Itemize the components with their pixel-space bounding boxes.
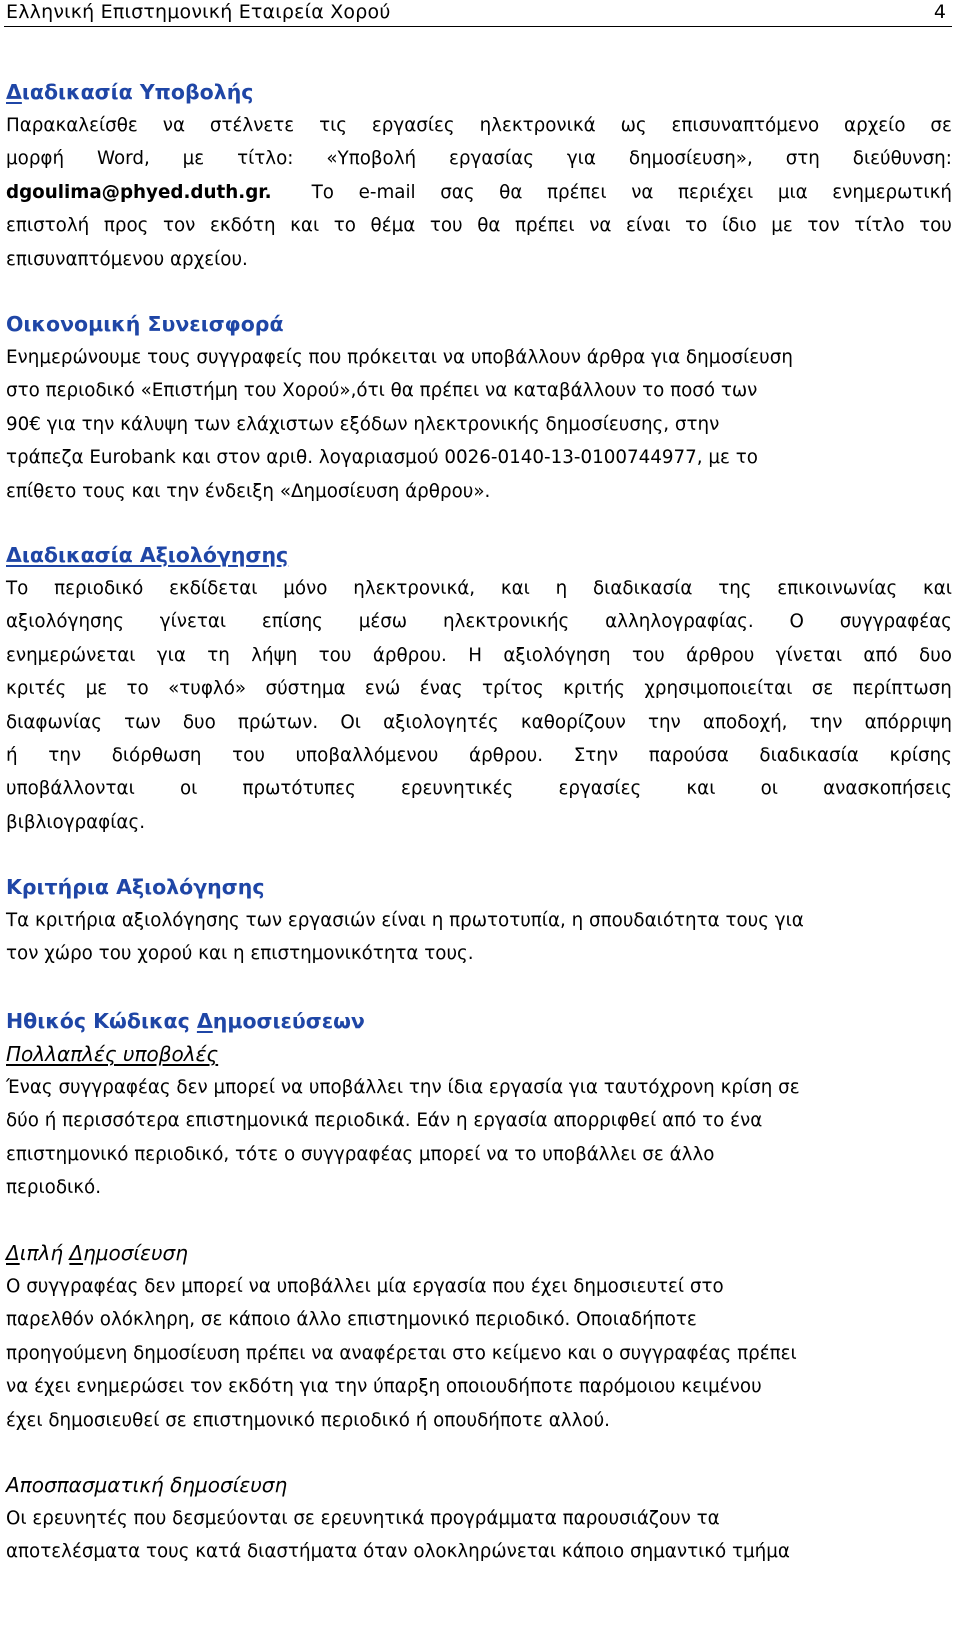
word: καθορίζουν [520,711,626,733]
word: της [718,578,752,599]
word: άρθρου [686,644,755,666]
word: επιστολή [6,215,90,237]
submission-line-2 [6,142,952,175]
word: πρωτότυπες [242,778,356,800]
word: η [555,578,568,599]
word: το [333,215,356,237]
word: δυο [182,711,216,733]
double-line-5: έχει δημοσιευθεί σε επιστημονικό περιοδικό ή οπουδήποτε αλλού. [6,1409,610,1431]
word: Οι [340,711,361,733]
word: στη [785,148,820,170]
word: δυο [919,644,952,666]
section-contribution [6,308,952,508]
word: τίτλο: [237,148,294,170]
section-double-publication [6,1237,952,1437]
submission-line-1 [6,109,952,142]
contribution-line-3: 90€ για την κάλυψη των ελάχιστων εξόδων ηλεκτρονικής δημοσίευσης, στην [6,413,720,435]
multiple-line-1: Ένας συγγραφέας δεν μπορεί να υποβάλλει την ίδια εργασία για ταυτόχρονη κρίση σε [6,1077,800,1098]
word: Word, [96,148,150,170]
word: σύστημα [265,678,346,700]
word: για [566,148,596,170]
word: αξιολόγηση [503,644,611,666]
word: ή [6,744,18,766]
fragmentary-line-2: αποτελέσματα τους κατά διαστήματα όταν ολοκληρώνεται κάποιο σημαντικό τμήμα [6,1541,790,1563]
word: ενημερώνεται [6,644,136,666]
word: για [156,644,186,666]
word: οι [179,778,198,800]
word: σε [930,115,952,136]
word: ίδιο [721,215,757,237]
word: επισυναπτόμενο [671,115,820,136]
word: μόνο [283,578,328,599]
word: και [500,578,530,599]
word: «τυφλό» [168,678,247,700]
word: τη [207,644,230,666]
word: υποβάλλονται [6,778,135,800]
word: τίτλο [854,215,905,237]
word: άρθρου. [372,644,447,666]
word: υποβαλλόμενου [295,744,439,766]
word: ένας [419,678,463,700]
heading-contribution: Οικονομική Συνεισφορά [6,312,284,336]
heading-submission: Διαδικασία Υποβολής [6,80,254,104]
double-line-1: Ο συγγραφέας δεν μπορεί να υποβάλλει μία εργασία που έχει δημοσιευτεί στο [6,1276,724,1297]
multiple-line-3: επιστημονικό περιοδικό, τότε ο συγγραφέας μπορεί να το υποβάλλει σε άλλο [6,1143,715,1165]
word: από [863,644,898,666]
word: κριτής [563,678,625,700]
word: παρούσα [648,744,729,766]
word: συγγραφέας [839,611,952,633]
word: γίνεται [775,644,843,666]
word: διαφωνίας [6,711,102,733]
word: γίνεται [159,611,227,633]
word: του [318,644,352,666]
word: ερευνητικές [400,778,514,800]
word: απόρριψη [864,711,952,733]
subheading-double-publication: Διπλή Δημοσίευση [6,1241,188,1265]
word: διόρθωση [111,744,202,766]
word: εργασίες [558,778,642,800]
word: χρησιμοποιείται [644,678,793,700]
criteria-line-2: τον χώρο του χορού και η επιστημονικότητα τους. [6,943,474,965]
word: του [429,215,463,237]
evaluation-line-7 [6,772,952,805]
contribution-line-4: τράπεζα Eurobank και στον αριθ. λογαριασμού 0026-0140-13-0100744977, με το [6,447,758,469]
subheading-fragmentary-publication: Αποσπασματική δημοσίευση [6,1473,288,1497]
word: ηλεκτρονικής [442,611,570,633]
word: με [182,148,205,170]
word: το [685,215,708,237]
word: εκδότη [209,215,276,237]
heading-evaluation: Διαδικασία Αξιολόγησης [6,543,289,567]
word: περιοδικό [54,578,144,599]
word: λήψη [251,644,298,666]
word: διαδικασία [759,744,859,766]
word: μορφή [6,148,65,170]
word: επικοινωνίας [777,578,898,599]
word: Η [468,644,482,666]
word: πρέπει [515,215,575,237]
word: εργασίας [449,148,534,170]
evaluation-line-3 [6,639,952,672]
word: με [85,678,108,700]
evaluation-line-6 [6,739,952,772]
word: την [48,744,82,766]
word: δημοσίευση», [628,148,753,170]
word: και [686,778,716,800]
word: κρίσης [889,744,952,766]
section-criteria [6,871,952,971]
contribution-line-2: στο περιοδικό «Επιστήμη του Χορού»,ότι θα πρέπει να καταβάλλουν το ποσό των [6,380,758,402]
word: εργασίες [371,115,455,136]
word: είναι [626,215,671,237]
submission-line-3 [6,176,952,209]
evaluation-line-1 [6,572,952,605]
word: διεύθυνση: [852,148,952,170]
double-line-3: προηγούμενη δημοσίευση πρέπει να αναφέρεται στο κείμενο και ο συγγραφέας πρέπει [6,1342,797,1364]
evaluation-line-8: βιβλιογραφίας. [6,811,146,833]
heading-criteria: Κριτήρια Αξιολόγησης [6,875,265,899]
word: σας [440,181,475,203]
word: περίπτωση [852,678,952,700]
page-number: 4 [933,1,946,23]
word: του [631,644,665,666]
word: του [232,744,265,766]
society-title: Ελληνική Επιστημονική Εταιρεία Χορού [6,1,391,23]
word: Το [6,578,29,599]
word: στέλνετε [209,115,295,136]
word: διαδικασία [592,578,693,599]
criteria-line-1: Τα κριτήρια αξιολόγησης των εργασιών είναι η πρωτοτυπία, η σπουδαιότητα τους για [6,910,804,931]
word: τον [162,215,196,237]
word: εκδίδεται [169,578,258,599]
word: άρθρου. [469,744,544,766]
heading-ethics: Ηθικός Κώδικας Δημοσιεύσεων [6,1009,365,1033]
evaluation-line-5 [6,706,952,739]
evaluation-line-2 [6,605,952,638]
word: «Υποβολή [326,148,417,170]
contribution-line-5: επίθετο τους και την ένδειξη «Δημοσίευση άρθρου». [6,480,491,502]
word: μια [777,181,808,203]
submission-line-5: επισυναπτόμενου αρχείου. [6,248,248,270]
word: πρέπει [547,181,607,203]
word: ενημερωτική [832,181,952,203]
word: αξιολόγησης [6,611,124,633]
word: θα [477,215,501,237]
word: θέμα [370,215,416,237]
word: αποδοχή, [702,711,788,733]
fragmentary-line-1: Οι ερευνητές που δεσμεύονται σε ερευνητικά προγράμματα παρουσιάζουν τα [6,1508,720,1529]
word: τρίτος [481,678,544,700]
subheading-multiple-submissions: Πολλαπλές υποβολές [6,1042,219,1066]
word: προς [103,215,149,237]
word: ηλεκτρονικά, [353,578,476,599]
word: θα [499,181,523,203]
word: περιέχει [678,181,754,203]
word: το [126,678,149,700]
multiple-line-2: δύο ή περισσότερα επιστημονικά περιοδικά. Εάν η εργασία απορριφθεί από το ένα [6,1110,763,1132]
section-evaluation [6,539,952,839]
word: επίσης [261,611,323,633]
word: e-mail [358,181,416,203]
word: την [809,711,843,733]
submission-email: dgoulima@phyed.duth.gr. [6,181,272,203]
word: την [647,711,681,733]
word: και [922,578,952,599]
word: Το [311,181,334,203]
word: με [771,215,793,237]
double-line-4: να έχει ενημερώσει τον εκδότη για την ύπαρξη οποιουδήποτε παρόμοιου κειμένου [6,1376,762,1398]
submission-line-4 [6,209,952,242]
word: αλληλογραφίας. [605,611,754,633]
word: πρώτων. [237,711,319,733]
evaluation-line-4 [6,672,952,705]
word: μέσω [358,611,408,633]
submission-line-3-rest [312,176,952,209]
word: οι [760,778,778,800]
word: να [589,215,612,237]
section-ethics [6,1005,952,1205]
word: σε [811,678,834,700]
word: αξιολογητές [383,711,499,733]
word: Στην [573,744,619,766]
double-line-2: παρελθόν ολόκληρη, σε κάποιο άλλο επιστημονικό περιοδικό. Οποιαδήποτε [6,1309,697,1331]
word: να [631,181,654,203]
contribution-line-1: Ενημερώνουμε τους συγγραφείς που πρόκειται να υποβάλλουν άρθρα για δημοσίευση [6,347,793,368]
word: ως [620,115,647,136]
word: κριτές [6,678,67,700]
word: ενώ [364,678,401,700]
word: ανασκοπήσεις [823,778,952,800]
word: Παρακαλείσθε [6,115,138,136]
word: του [919,215,952,237]
word: και [290,215,320,237]
word: αρχείο [844,115,906,136]
multiple-line-4: περιοδικό. [6,1177,102,1199]
word: των [124,711,161,733]
word: τον [807,215,840,237]
word: Ο [789,611,804,633]
page-header [4,0,952,27]
section-submission [6,76,952,276]
section-fragmentary-publication [6,1469,952,1569]
word: τις [319,115,348,136]
word: ηλεκτρονικά [479,115,596,136]
word: να [162,115,185,136]
